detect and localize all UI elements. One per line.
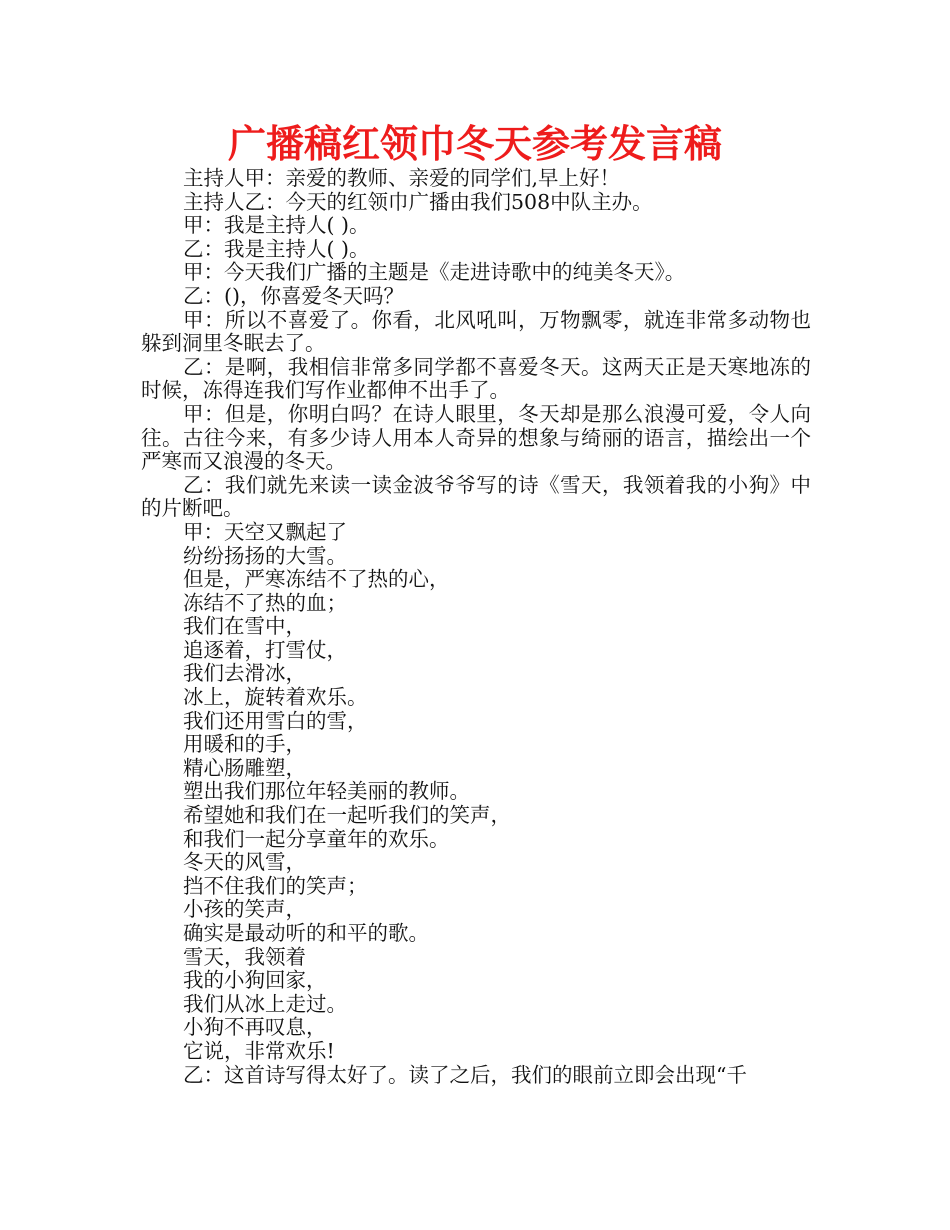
paragraph: 乙：我是主持人( )。 [183,236,370,261]
paragraph: 精心肠雕塑， [183,755,306,780]
paragraph: 挡不住我们的笑声； [183,873,368,898]
paragraph: 和我们一起分享童年的欢乐。 [183,826,450,851]
paragraph: 纷纷扬扬的大雪。 [183,543,347,568]
paragraph: 用暖和的手， [183,732,306,757]
document-title: 广播稿红领巾冬天参考发言稿 [227,122,722,166]
paragraph: 乙：我们就先来读一读金波爷爷写的诗《雪天，我领着我的小狗》中的片断吧。 [141,472,811,521]
paragraph: 但是，严寒冻结不了热的心， [183,567,450,592]
document-body [141,167,811,1087]
paragraph: 冬天的风雪， [183,850,306,875]
paragraph: 我们在雪中， [183,614,306,639]
paragraph: 我的小狗回家， [183,968,327,993]
paragraph: 冰上，旋转着欢乐。 [183,685,368,710]
paragraph: 我们还用雪白的雪， [183,708,368,733]
paragraph: 主持人乙：今天的红领巾广播由我们508中队主办。 [183,189,653,214]
paragraph: 小狗不再叹息， [183,1015,327,1040]
paragraph: 甲：所以不喜爱了。你看，北风吼叫，万物飘零，就连非常多动物也躲到洞里冬眠去了。 [141,307,811,356]
paragraph: 我们去滑冰， [183,661,306,686]
paragraph: 甲：我是主持人( )。 [183,213,370,238]
paragraph: 甲：今天我们广播的主题是《走进诗歌中的纯美冬天》。 [183,260,686,285]
paragraph: 雪天，我领着 [183,944,306,969]
paragraph: 追逐着，打雪仗， [183,637,347,662]
paragraph: 它说，非常欢乐! [183,1038,335,1063]
paragraph: 确实是最动听的和平的歌。 [183,921,429,945]
paragraph: 小孩的笑声， [183,897,306,922]
paragraph: 乙：()，你喜爱冬天吗？ [183,283,404,308]
paragraph: 乙：是啊，我相信非常多同学都不喜爱冬天。这两天正是天寒地冻的时候，冻得连我们写作业都伸不出手了。 [141,354,811,403]
paragraph: 塑出我们那位年轻美丽的教师。 [183,779,470,804]
paragraph: 我们从冰上走过。 [183,991,347,1016]
paragraph: 乙：这首诗写得太好了。读了之后，我们的眼前立即会出现“千 [183,1062,747,1087]
paragraph: 冻结不了热的血； [183,590,347,615]
paragraph: 甲：但是，你明白吗？在诗人眼里，冬天却是那么浪漫可爱，令人向往。古往今来，有多少诗人用本人奇异的想象与绮丽的语言，描绘出一个严寒而又浪漫的冬天。 [141,401,811,474]
paragraph: 希望她和我们在一起听我们的笑声， [183,803,511,828]
paragraph: 主持人甲：亲爱的教师、亲爱的同学们,早上好！ [183,166,621,190]
paragraph: 甲：天空又飘起了 [183,519,347,544]
